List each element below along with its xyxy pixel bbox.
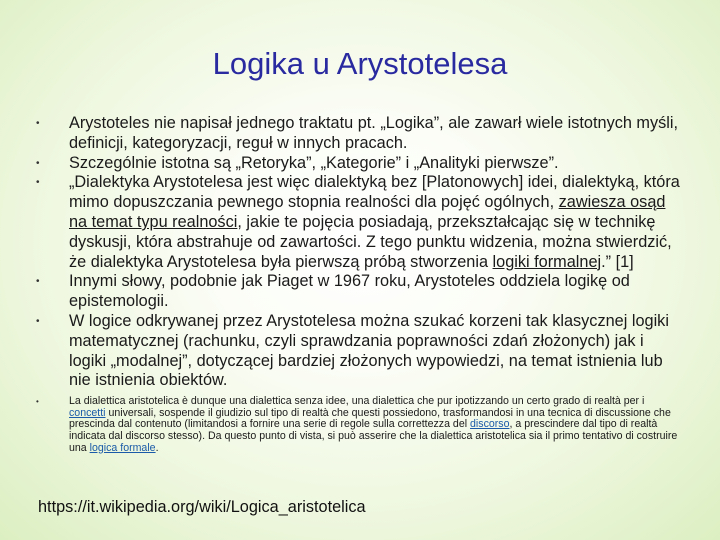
- slide-title: Logika u Arystotelesa: [212, 46, 508, 81]
- bullet-text: , jakie te pojęcia posiadają, przekształcając się w technikę dyskusji, która abstrahuje od zawartości. Z tego punktu widzenia, można stwierdzić, że dialektyka Arystotelesa była pierwszą próbą stworzenia: [69, 212, 672, 271]
- bullet-text: W logice odkrywanej przez Arystotelesa można szukać korzeni tak klasycznej logiki matematycznej (rachunku, czyli sprawdzania poprawności zdań złożonych) jak i logiki „modalnej”, dotyczącej bardziej złożonych wypowiedzi, na temat istnienia lub nie istnienia obiektów.: [69, 311, 669, 390]
- quote-text: .: [155, 441, 159, 454]
- bullet-item: [36, 272, 684, 312]
- bullet-text: Szczególnie istotna są „Retoryka”, „Kategorie” i „Analityki pierwsze”.: [69, 153, 559, 172]
- bullet-text: .” [1]: [601, 252, 634, 271]
- link-discorso[interactable]: discorso: [470, 418, 510, 431]
- underlined-phrase: logiki formalnej: [492, 252, 602, 271]
- link-concetti[interactable]: concetti: [69, 406, 106, 419]
- bullet-marker: •: [36, 118, 40, 129]
- underlined-phrase: zawiesza osąd na temat typu realności: [69, 193, 666, 231]
- bullet-item: [36, 173, 684, 272]
- bullet-text: Arystoteles nie napisał jednego traktatu pt. „Logika”, ale zawarł wiele istotnych myśli, definicji, kategoryzacji, reguł w innych pracach.: [69, 114, 679, 152]
- bullet-marker: •: [36, 177, 40, 189]
- bullet-item: [36, 312, 684, 391]
- source-url: https://it.wikipedia.org/wiki/Logica_aristotelica: [38, 498, 366, 516]
- bullet-marker: •: [36, 276, 40, 288]
- bullet-marker: •: [36, 157, 40, 169]
- bullet-list: [36, 114, 684, 454]
- bullet-text: „Dialektyka Arystotelesa jest więc dialektyką bez [Platonowych] idei, dialektyką, która mimo dopuszczania pewnego stopnia realności dla pojęć ogólnych,: [69, 173, 680, 212]
- bullet-marker: •: [36, 315, 40, 327]
- italian-quote-item: [36, 396, 684, 454]
- bullet-text: Innymi słowy, podobnie jak Piaget w 1967 roku, Arystoteles oddziela logikę od epistemologii.: [69, 272, 630, 311]
- bullet-marker: •: [36, 397, 39, 407]
- quote-text: La dialettica aristotelica è dunque una dialettica senza idee, una dialettica che pur ipotizzando un certo grado di realtà per i: [69, 395, 645, 408]
- quote-text: universali, sospende il giudizio sul tipo di realtà che questi possiedono, trasformandosi in una tecnica di discussione che prescinda dal contenuto (limitandosi a fornire una serie di regole sulla correttezza del: [69, 406, 671, 431]
- quote-text: , a prescindere dal tipo di realtà indicata dal discorso stesso). Da questo punto di vista, si può asserire che la dialettica aristotelica sia il primo tentativo di costruire una: [69, 418, 678, 454]
- bullet-item: [36, 154, 684, 174]
- bullet-item: [36, 114, 684, 154]
- link-logica-formale[interactable]: logica formale: [89, 441, 156, 454]
